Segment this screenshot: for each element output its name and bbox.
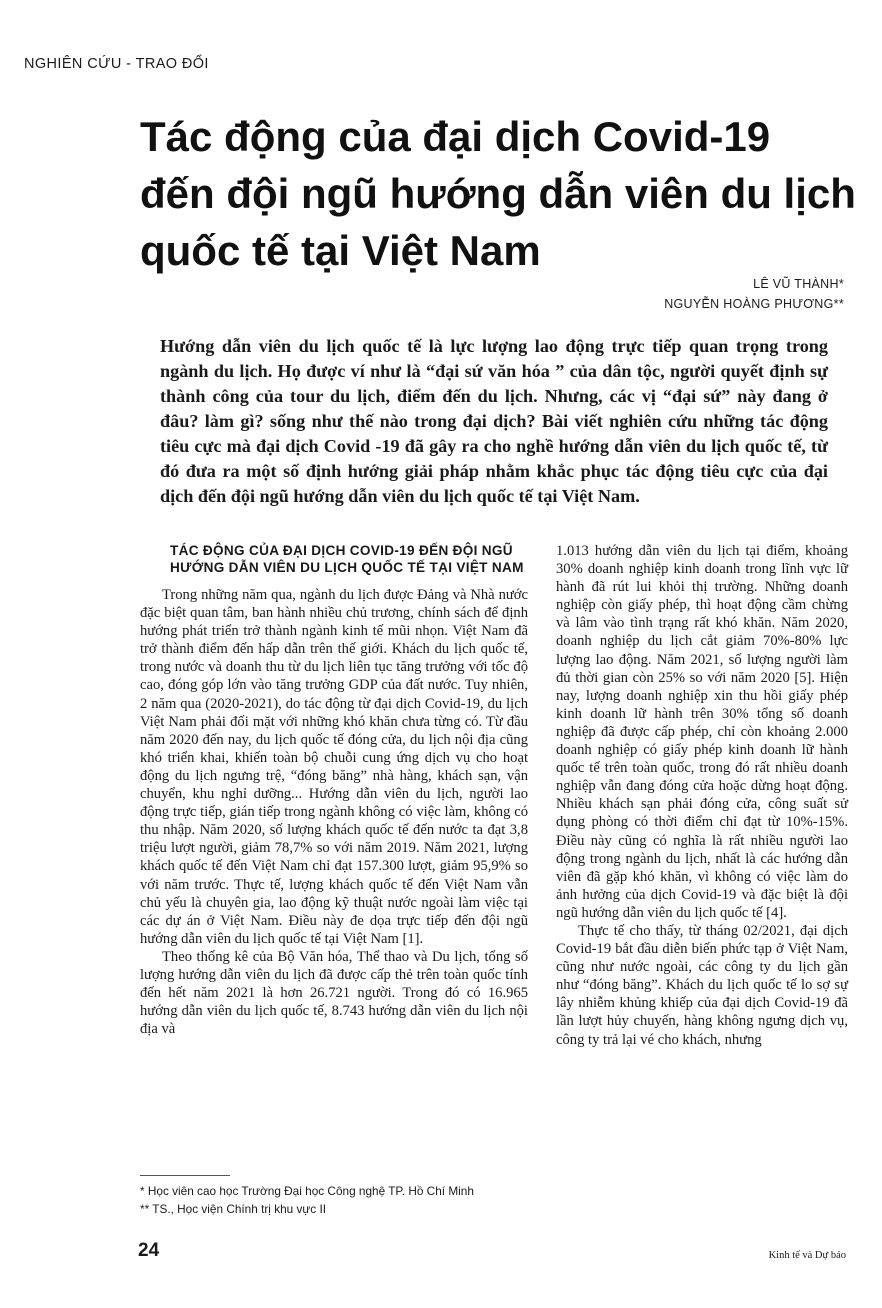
right-column [556, 542, 848, 1049]
footnote: ** TS., Học viện Chính trị khu vực II [140, 1202, 327, 1216]
author-list [664, 274, 844, 314]
left-column [140, 542, 528, 1038]
paragraph: Theo thống kê của Bộ Văn hóa, Thể thao và Du lịch, tổng số lượng hướng dẫn viên du lịch đã được cấp thẻ trên toàn quốc tính đến hết năm 2021 là hơn 26.721 người. Trong đó có 16.965 hướng dẫn viên du lịch quốc tế, 8.743 hướng dẫn viên du lịch nội địa và [140, 948, 528, 1038]
paragraph: 1.013 hướng dẫn viên du lịch tại điểm, khoảng 30% doanh nghiệp kinh doanh trong lĩnh vực lữ hành đã rút lui khỏi thị trường. Những doanh nghiệp còn giấy phép, thì hoạt động cầm chừng và lâm vào tình trạng rất khó khăn. Năm 2020, doanh nghiệp du lịch cắt giảm 70%-80% lực lượng lao động. Năm 2021, số lượng người làm đủ thời gian còn 25% so với năm 2020 [5]. Hiện nay, lượng doanh nghiệp xin thu hồi giấy phép kinh doanh lữ hành trên 30% tổng số doanh nghiệp đã được cấp phép, chỉ còn khoảng 2.000 doanh nghiệp có giấy phép kinh doanh lữ hành quốc tế trên toàn quốc, trong đó rất nhiều doanh nghiệp vẫn đang đóng cửa hoặc dừng hoạt động. Nhiều khách sạn phải đóng cửa, công suất sử dụng phòng có thời điểm chỉ đạt từ 10%-15%. Điều này cũng có nghĩa là rất nhiều người lao động trong ngành du lịch, nhất là các hướng dẫn viên đã gặp khó khăn, vì không có việc làm do ảnh hưởng của dịch Covid-19 và đặc biệt là đội ngũ hướng dẫn viên du lịch quốc tế [4]. [556, 543, 848, 921]
page-number: 24 [138, 1240, 160, 1261]
paragraph: Thực tế cho thấy, từ tháng 02/2021, đại dịch Covid-19 bắt đầu diễn biến phức tạp ở Việt Nam, cũng như nước ngoài, các công ty du lịch gần như “đóng băng”. Khách du lịch quốc tế lo sợ sự lây nhiễm khủng khiếp của đại dịch Covid-19 đã lần lượt hủy chuyến, hàng không ngưng dịch vụ, công ty trả lại vé cho khách, nhưng [556, 922, 848, 1048]
title-line: đến đội ngũ hướng dẫn viên du lịch [140, 170, 856, 217]
section-label: NGHIÊN CỨU - TRAO ĐỔI [24, 56, 209, 72]
paragraph: Trong những năm qua, ngành du lịch được Đảng và Nhà nước đặc biệt quan tâm, ban hành nhiều chủ trương, chính sách để định hướng phát triển trở thành ngành kinh tế mũi nhọn. Việt Nam đã trở thành điểm đến hấp dẫn trên thế giới. Khách du lịch quốc tế, trong nước và doanh thu từ du lịch liên tục tăng trưởng với tốc độ cao, đóng góp lớn vào tăng trưởng GDP của đất nước. Tuy nhiên, 2 năm qua (2020-2021), do tác động từ đại dịch Covid-19, du lịch Việt Nam phải đối mặt với những khó khăn chưa từng có. Từ đầu năm 2020 đến nay, du lịch quốc tế đóng cửa, du lịch nội địa cũng khó triển khai, khiến toàn bộ chuỗi cung ứng dịch vụ cho hoạt động du lịch ngưng trệ, “đóng băng” nhà hàng, khách sạn, vận chuyển, khu nghỉ dưỡng... Hướng dẫn viên du lịch, người lao động trực tiếp, gián tiếp trong ngành không có việc làm, không có thu nhập. Năm 2020, số lượng khách quốc tế đến nước ta đạt 3,8 triệu lượt người, giảm 78,7% so với năm 2019. Năm 2021, lượng khách quốc tế đến Việt Nam chỉ đạt 157.300 lượt, giảm 95,9% so với năm trước. Thực tế, lượng khách quốc tế đến Việt Nam vẫn chủ yếu là chuyên gia, lao động kỹ thuật nước ngoài làm việc tại các dự án ở Việt Nam. Điều này đe dọa trực tiếp đến đội ngũ hướng dẫn viên du lịch quốc tế tại Việt Nam [1]. [140, 587, 528, 947]
journal-name: Kinh tế và Dự báo [768, 1250, 846, 1261]
author-name: NGUYỄN HOÀNG PHƯƠNG** [664, 297, 844, 311]
footnote-divider [140, 1175, 230, 1176]
abstract: Hướng dẫn viên du lịch quốc tế là lực lượng lao động trực tiếp quan trọng trong ngành du lịch. Họ được ví như là “đại sứ văn hóa ” của dân tộc, người quyết định sự thành công của tour du lịch, điểm đến du lịch. Nhưng, các vị “đại sứ” này đang ở đâu? làm gì? sống như thế nào trong đại dịch? Bài viết nghiên cứu những tác động tiêu cực mà đại dịch Covid -19 đã gây ra cho nghề hướng dẫn viên du lịch quốc tế, từ đó đưa ra một số định hướng giải pháp nhằm khắc phục tác động tiêu cực của đại dịch đến đội ngũ hướng dẫn viên du lịch quốc tế tại Việt Nam. [160, 336, 828, 506]
footnote: * Học viên cao học Trường Đại học Công nghệ TP. Hồ Chí Minh [140, 1184, 474, 1198]
section-heading: TÁC ĐỘNG CỦA ĐẠI DỊCH COVID-19 ĐẾN ĐỘI NGŨ HƯỚNG DẪN VIÊN DU LỊCH QUỐC TẾ TẠI VIỆT NAM [170, 543, 524, 575]
title-line: quốc tế tại Việt Nam [140, 227, 541, 274]
article-title [140, 108, 860, 279]
footnotes [140, 1182, 840, 1218]
title-line: Tác động của đại dịch Covid-19 [140, 113, 771, 160]
author-name: LÊ VŨ THÀNH* [753, 277, 844, 291]
